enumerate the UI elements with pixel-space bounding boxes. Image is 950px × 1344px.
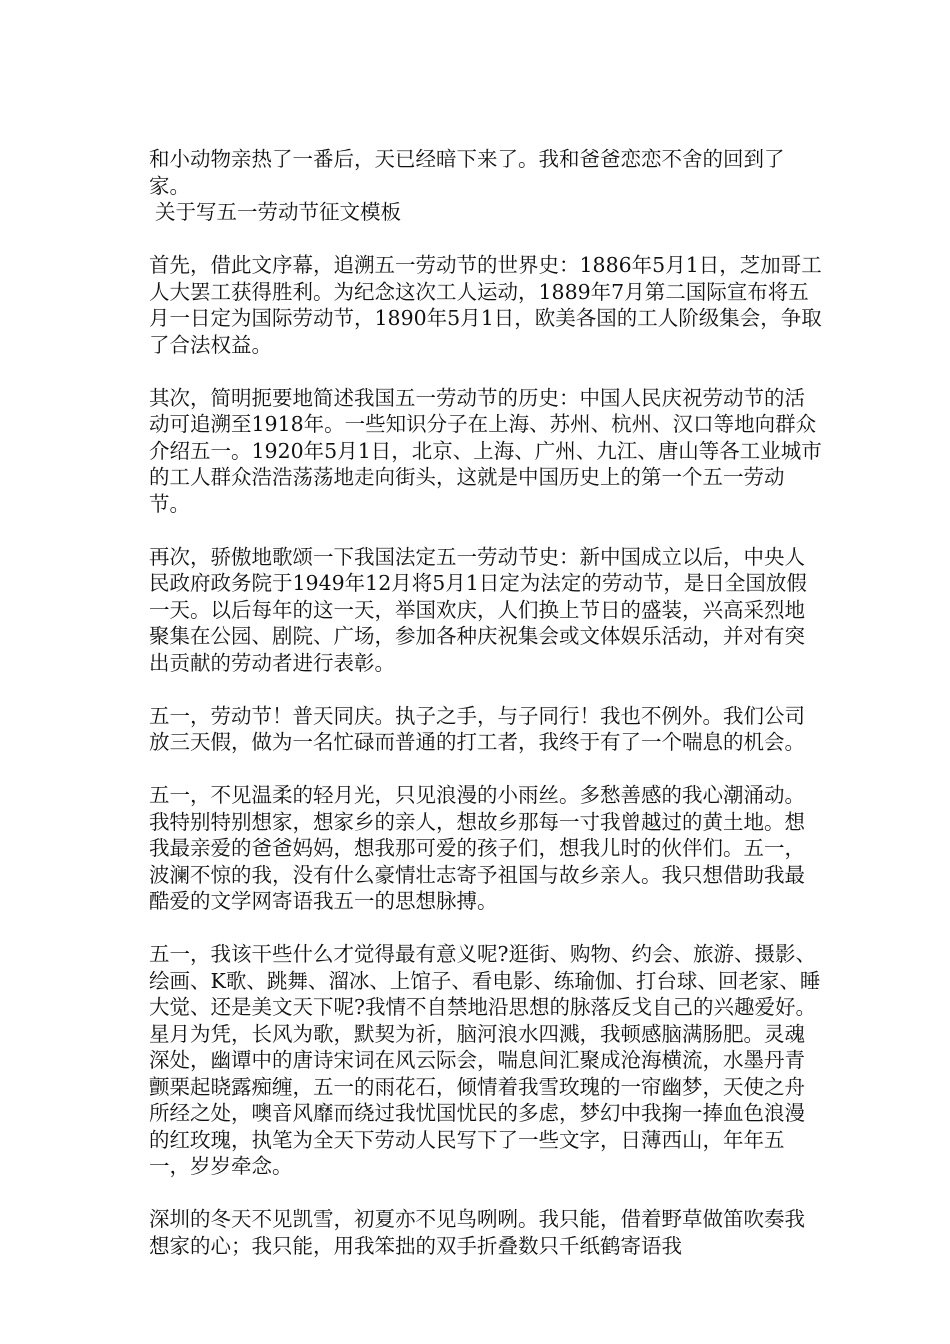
document-body <box>145 146 825 1259</box>
paragraph-gap <box>145 1180 825 1207</box>
paragraph-shenzhen: 深圳的冬天不见凯雪，初夏亦不见鸟咧咧。我只能，借着野草做笛吹奏我想家的心；我只能，用我笨拙的双手折叠数只千纸鹤寄语我 <box>149 1207 805 1258</box>
paragraph-gap <box>145 517 825 544</box>
paragraph-gap <box>145 226 825 253</box>
paragraph-world-history: 首先，借此文序幕，追溯五一劳动节的世界史：1886年5月1日，芝加哥工人大罢工获得胜利。为纪念这次工人运动，1889年7月第二国际宣布将五月一日定为国际劳动节，1890年5月1日，欧美各国的工人阶级集会，争取了合法权益。 <box>149 253 822 357</box>
paragraph-gap <box>145 915 825 942</box>
paragraph-china-history: 其次，简明扼要地简述我国五一劳动节的历史：中国人民庆祝劳动节的活动可追溯至1918年。一些知识分子在上海、苏州、杭州、汉口等地向群众介绍五一。1920年5月1日，北京、上海、广州、九江、唐山等各工业城市的工人群众浩浩荡荡地走向街头，这就是中国历史上的第一个五一劳动节。 <box>149 385 822 516</box>
paragraph-gap <box>145 756 825 783</box>
paragraph-homesick: 五一，不见温柔的轻月光，只见浪漫的小雨丝。多愁善感的我心潮涌动。我特别特别想家，想家乡的亲人，想故乡那每一寸我曾越过的黄土地。想我最亲爱的爸爸妈妈，想我那可爱的孩子们，想我儿时的伙伴们。五一，波澜不惊的我，没有什么豪情壮志寄予祖国与故乡亲人。我只想借助我最酷爱的文学网寄语我五一的思想脉搏。 <box>149 783 805 913</box>
paragraph-legal-holiday: 再次，骄傲地歌颂一下我国法定五一劳动节史：新中国成立以后，中央人民政府政务院于1949年12月将5月1日定为法定的劳动节，是日全国放假一天。以后每年的这一天，举国欢庆，人们换上节日的盛装，兴高采烈地聚集在公园、剧院、广场，参加各种庆祝集会或文体娱乐活动，并对有突出贡献的劳动者进行表彰。 <box>149 544 807 675</box>
paragraph-labor-day: 五一，劳动节！普天同庆。执子之手，与子同行！我也不例外。我们公司放三天假，做为一名忙碌而普通的打工者，我终于有了一个喘息的机会。 <box>149 703 805 754</box>
paragraph-gap <box>145 676 825 703</box>
paragraph-gap <box>145 358 825 385</box>
paragraph-meaning: 五一，我该干些什么才觉得最有意义呢?逛街、购物、约会、旅游、摄影、绘画、K歌、跳舞、溜冰、上馆子、看电影、练瑜伽、打台球、回老家、睡大觉、还是美文天下呢?我情不自禁地沿思想的脉落反戈自己的兴趣爱好。星月为凭，长风为歌，默契为祈，脑河浪水四溅，我顿感脑满肠肥。灵魂深处，幽谭中的唐诗宋词在风云际会，喘息间汇聚成沧海横流，水墨丹青颤栗起晓露痴缠，五一的雨花石，倾情着我雪玫瑰的一帘幽梦，天使之舟所经之处，噢音风靡而绕过我忧国忧民的多虑，梦幻中我掬一捧血色浪漫的红玫瑰，执笔为全天下劳动人民写下了一些文字，日薄西山，年年五一，岁岁牵念。 <box>149 942 821 1178</box>
paragraph-intro: 和小动物亲热了一番后，天已经暗下来了。我和爸爸恋恋不舍的回到了家。 <box>149 147 785 198</box>
document-title: 关于写五一劳动节征文模板 <box>155 200 401 224</box>
